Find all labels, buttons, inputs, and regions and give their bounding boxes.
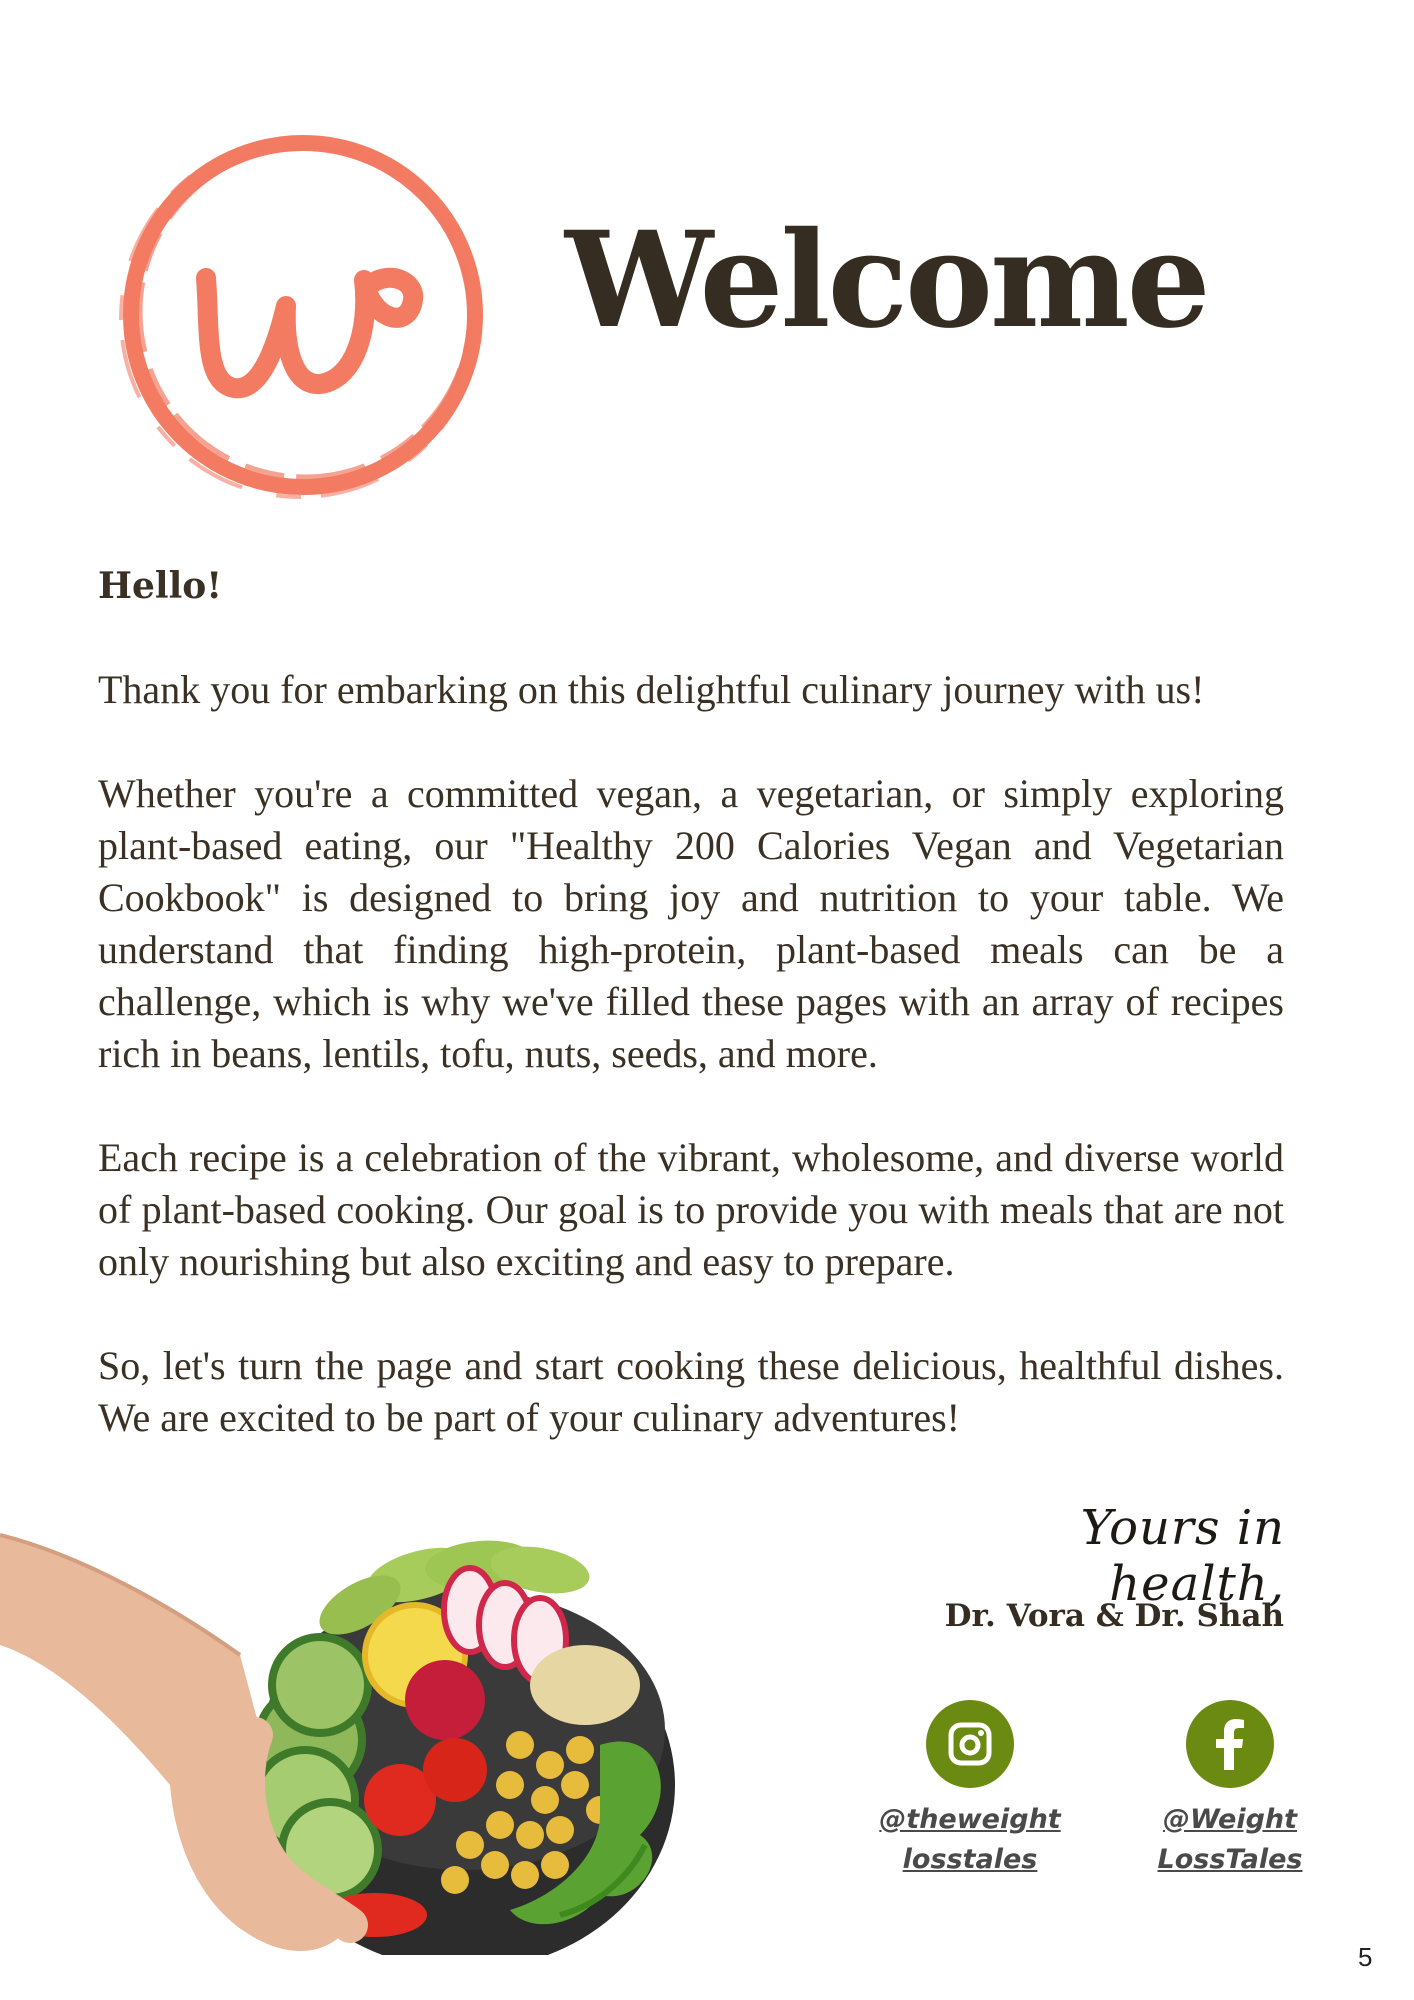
facebook-handle-line2[interactable]: LossTales: [1157, 1844, 1303, 1875]
signature: Yours in health,: [1080, 1500, 1285, 1612]
greeting: Hello!: [98, 565, 223, 607]
paragraph: Each recipe is a celebration of the vibrant, wholesome, and diverse world of plant-based cooking. Our goal is to provide you with meals that are not only nourishing but also exciting and easy to prepare.: [98, 1135, 1284, 1284]
facebook-icon[interactable]: [1186, 1700, 1274, 1788]
instagram-handle-line2[interactable]: losstales: [902, 1844, 1038, 1875]
salad-bowl-image: [0, 1515, 690, 1955]
paragraph: Whether you're a committed vegan, a vegetarian, or simply exploring plant-based eating, our "Healthy 200 Calories Vegan and Vegetarian Cookbook" is designed to bring joy and nutrition to your table. We understand that finding high-protein, plant-based meals can be a challenge, which is why we've filled these pages with an array of recipes rich in beans, lentils, tofu, nuts, seeds, and more.: [98, 771, 1284, 1076]
instagram-link[interactable]: [850, 1700, 1090, 1880]
author-names: Dr. Vora & Dr. Shah: [944, 1598, 1284, 1634]
paragraph: So, let's turn the page and start cooking these delicious, healthful dishes. We are excited to be part of your culinary adventures!: [98, 1343, 1284, 1440]
brand-logo: [108, 120, 498, 510]
facebook-handle-line1[interactable]: @Weight: [1162, 1804, 1298, 1835]
instagram-handle-line1[interactable]: @theweight: [879, 1804, 1061, 1835]
page-number: 5: [1358, 1942, 1373, 1972]
instagram-icon[interactable]: [926, 1700, 1014, 1788]
page-title: Welcome: [565, 203, 1208, 358]
paragraph: Thank you for embarking on this delightful culinary journey with us!: [98, 667, 1205, 712]
welcome-letter: [98, 560, 1284, 1496]
facebook-link[interactable]: [1110, 1700, 1350, 1880]
